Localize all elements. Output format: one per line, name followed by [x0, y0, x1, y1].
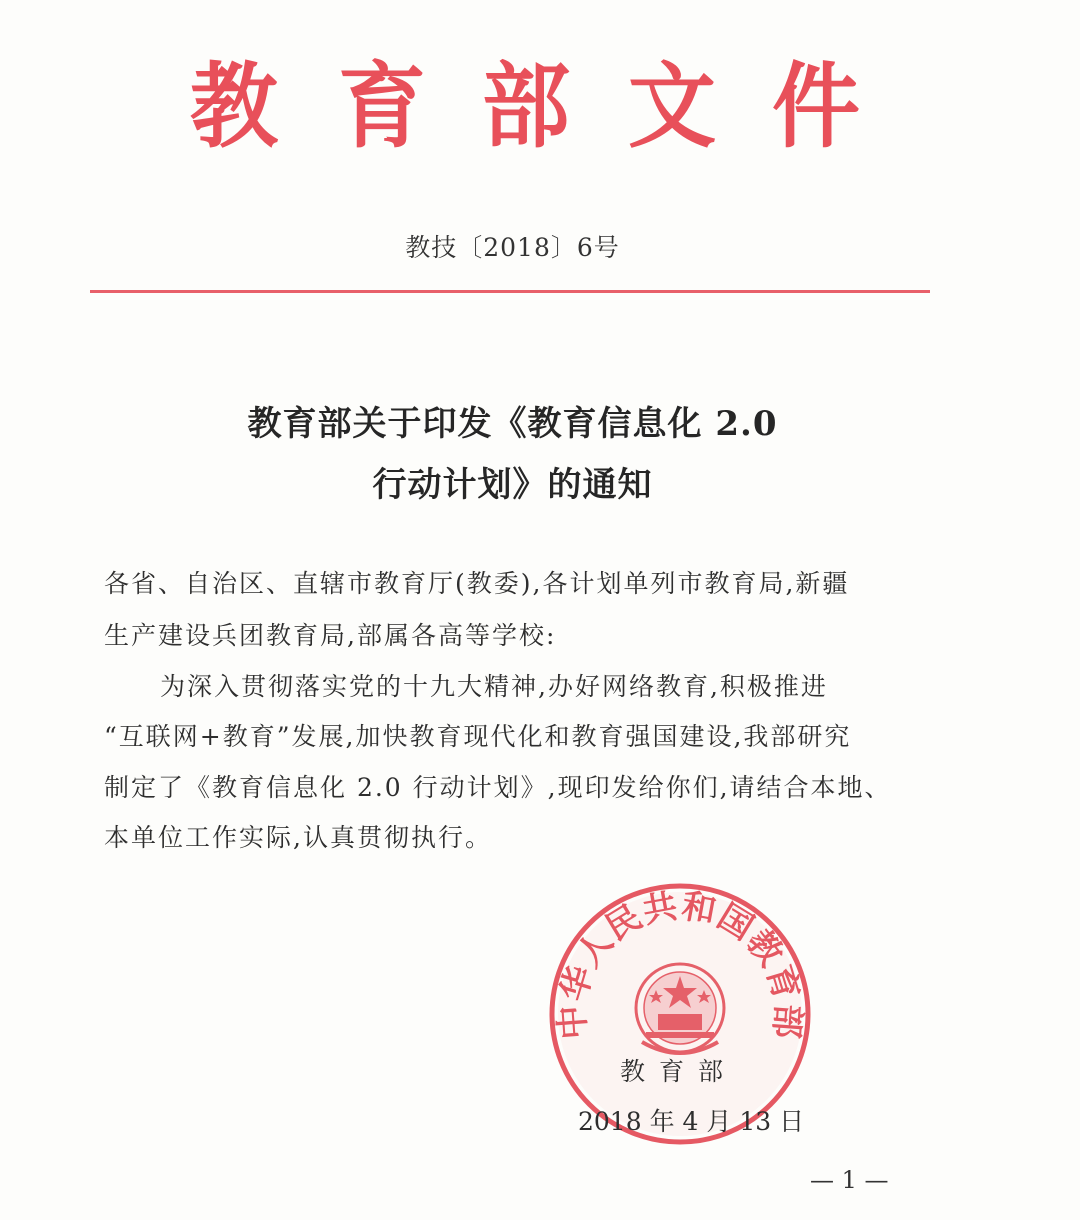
notice-title-line-1: 教育部关于印发《教育信息化 2.0	[247, 404, 778, 444]
header-char: 件	[772, 52, 861, 161]
body-line-paragraph: 制定了《教育信息化 2.0 行动计划》,现印发给你们,请结合本地、	[104, 773, 892, 802]
header-char: 育	[338, 52, 427, 161]
header-char: 部	[482, 52, 571, 161]
svg-text:中华人民共和国教育部: 中华人民共和国教育部	[552, 886, 808, 1041]
issuing-authority: 教育部	[620, 1057, 738, 1086]
national-emblem-icon	[636, 964, 724, 1053]
body-line-addressees-cont: 生产建设兵团教育局,部属各高等学校:	[104, 621, 557, 650]
notice-title-line-2: 行动计划》的通知	[372, 465, 653, 505]
document-number: 教技〔2018〕6号	[405, 233, 620, 262]
header-char: 教	[190, 52, 279, 161]
document-header	[0, 52, 1080, 162]
issue-date: 2018 年 4 月 13 日	[578, 1107, 805, 1136]
body-line-addressees: 各省、自治区、直辖市教育厅(教委),各计划单列市教育局,新疆	[104, 569, 850, 598]
page-number: — 1 —	[810, 1166, 889, 1194]
body-line-paragraph: “互联网+教育”发展,加快教育现代化和教育强国建设,我部研究	[104, 722, 852, 751]
red-divider	[90, 290, 930, 293]
body-line-paragraph: 本单位工作实际,认真贯彻执行。	[104, 823, 492, 852]
header-char: 文	[628, 52, 717, 161]
body-line-paragraph: 为深入贯彻落实党的十九大精神,办好网络教育,积极推进	[160, 672, 828, 701]
